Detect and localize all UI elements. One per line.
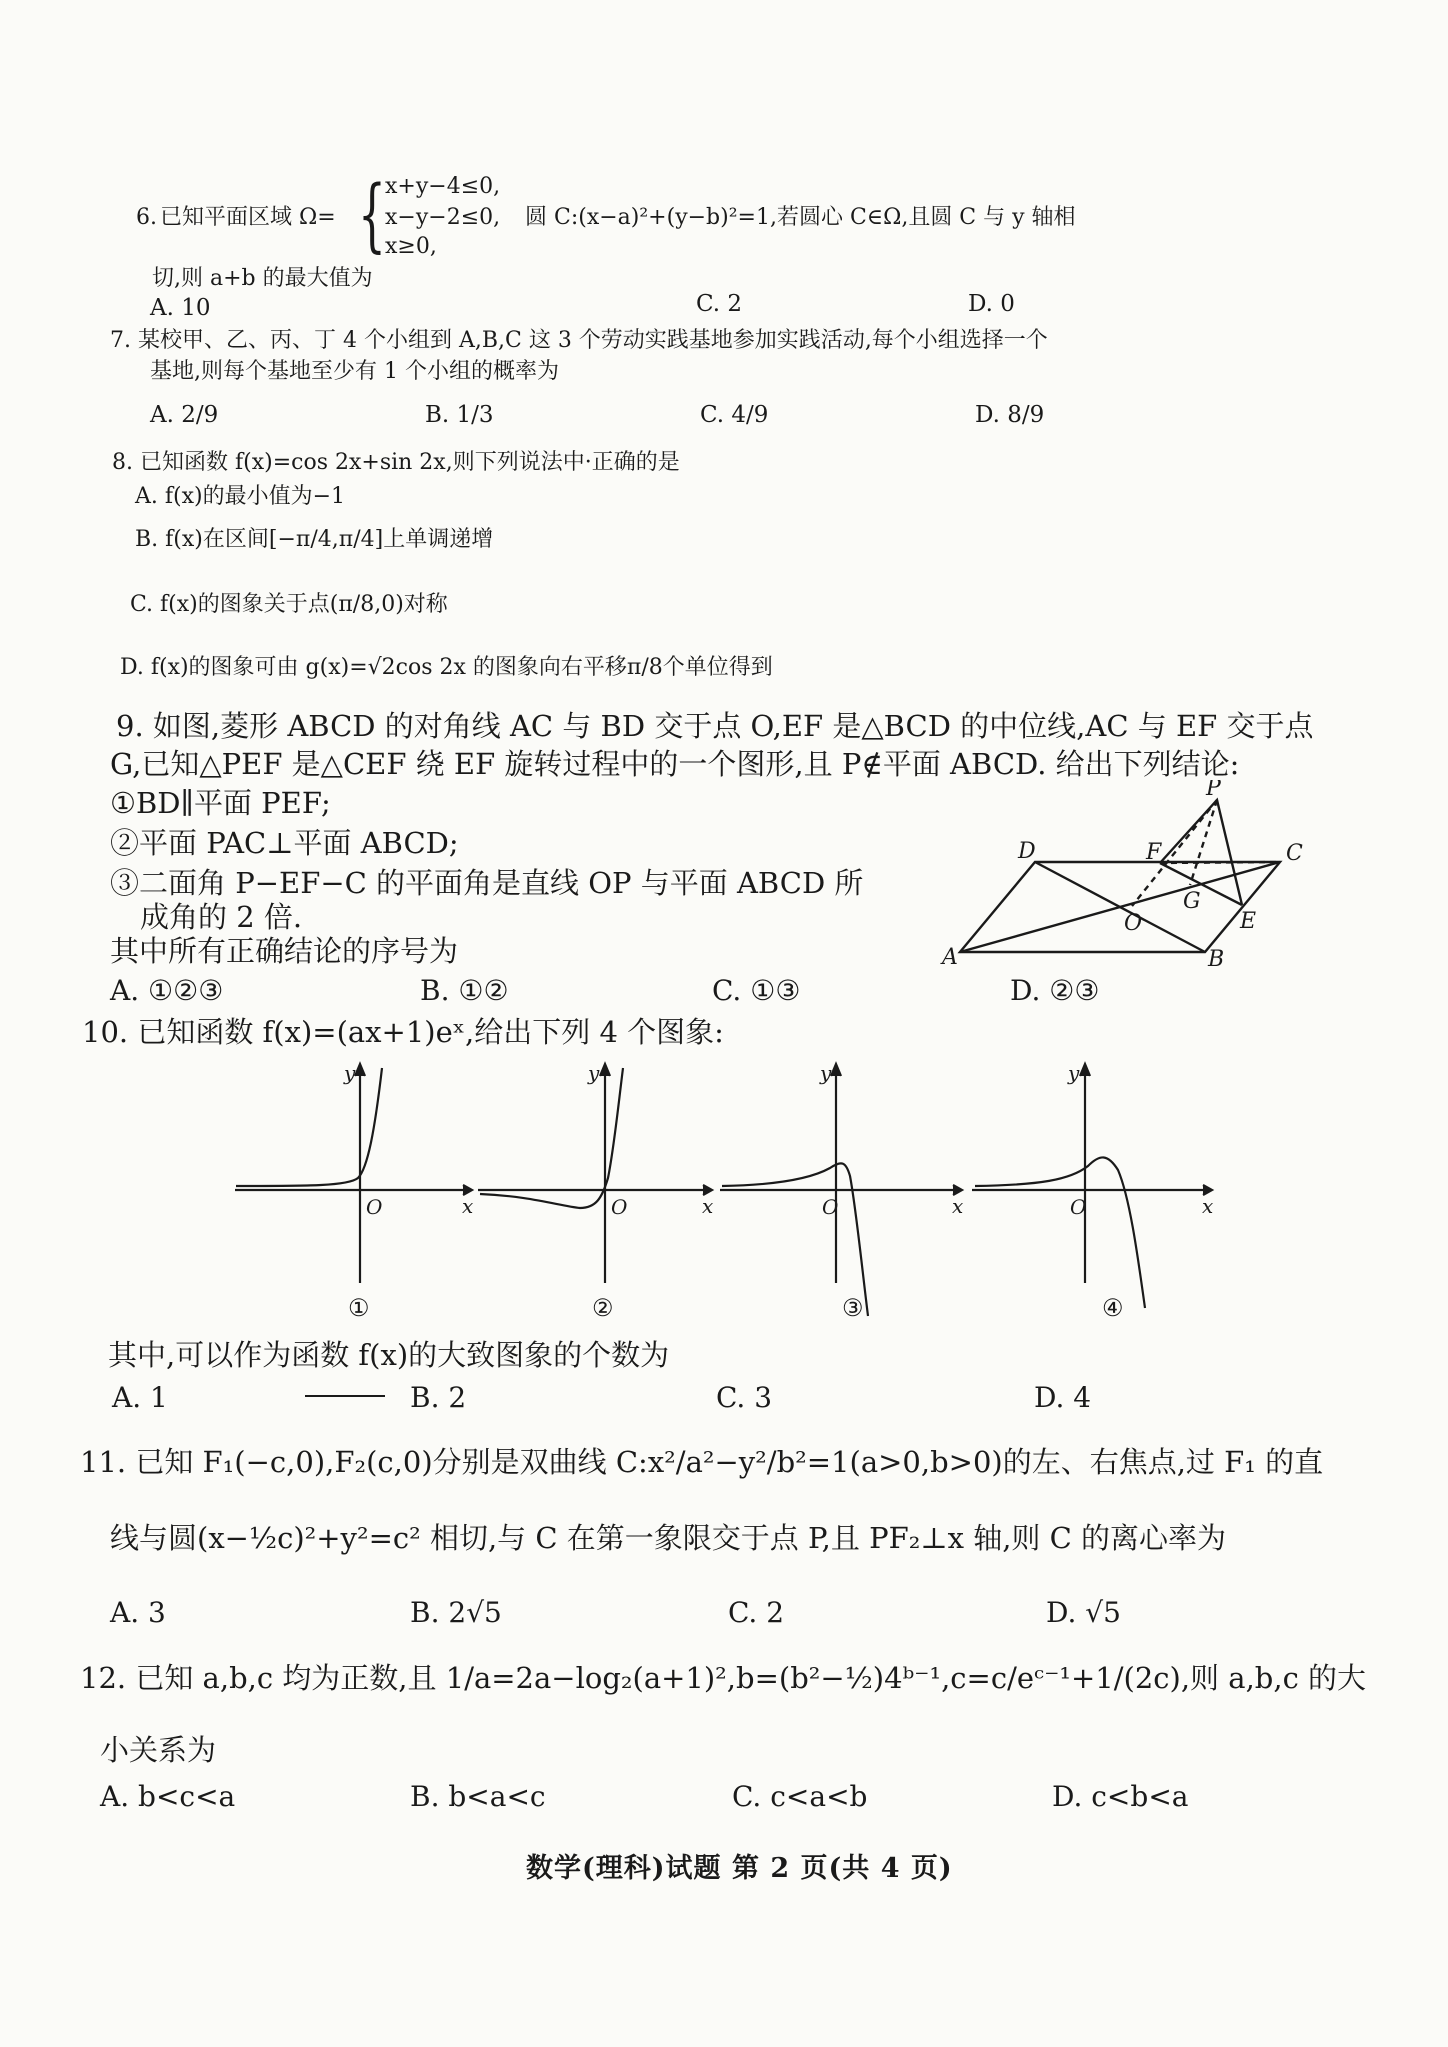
graph-3-y-label: y [820, 1061, 832, 1085]
q8-option-a: A. f(x)的最小值为−1 [135, 484, 346, 509]
q6-intro: 已知平面区域 Ω= [160, 205, 336, 230]
q11-option-a: A. 3 [110, 1596, 166, 1629]
q9-option-c: C. ①③ [712, 974, 801, 1007]
q7-line-2: 基地,则每个基地至少有 1 个小组的概率为 [150, 359, 559, 384]
midline-ef [1160, 863, 1242, 905]
stray-pen-mark [305, 1395, 385, 1397]
rhombus-figure [940, 780, 1310, 970]
label-o: O [1124, 911, 1143, 936]
q6-constraint-3: x≥0, [385, 234, 437, 259]
graph-1-caption: ① [348, 1294, 370, 1322]
graph-4-x-label: x [1202, 1194, 1214, 1218]
q10-stem: 10. 已知函数 f(x)=(ax+1)eˣ,给出下列 4 个图象: [82, 1015, 724, 1049]
q8-option-b: B. f(x)在区间[−π/4,π/4]上单调递增 [135, 527, 494, 552]
q6-brace: { [358, 168, 386, 261]
label-f: F [1146, 840, 1162, 865]
q6-number: 6. [136, 205, 157, 230]
label-g: G [1183, 889, 1201, 914]
q11-option-c: C. 2 [728, 1596, 785, 1629]
graph-3-x-label: x [952, 1194, 964, 1218]
q8-option-c: C. f(x)的图象关于点(π/8,0)对称 [130, 592, 448, 617]
q6-stem-continued: 圆 C:(x−a)²+(y−b)²=1,若圆心 C∈Ω,且圆 C 与 y 轴相 [525, 205, 1076, 230]
q12-option-a: A. b<c<a [100, 1780, 236, 1813]
q11-line-2: 线与圆(x−½c)²+y²=c² 相切,与 C 在第一象限交于点 P,且 PF₂⊥x 轴,则 C 的离心率为 [110, 1521, 1227, 1555]
graph-2-origin: O [611, 1195, 628, 1219]
graph-2 [478, 1064, 712, 1283]
graph-4 [972, 1064, 1212, 1308]
triangle-pef [1160, 800, 1242, 905]
q12-option-c: C. c<a<b [732, 1780, 868, 1813]
q9-line-1: 9. 如图,菱形 ABCD 的对角线 AC 与 BD 交于点 O,EF 是△BCD 的中位线,AC 与 EF 交于点 [116, 709, 1314, 743]
segment-pg [1190, 800, 1217, 885]
diagonal-bd [1035, 862, 1205, 952]
segment-po [1132, 800, 1217, 906]
graph-1 [235, 1064, 472, 1283]
q11-option-b: B. 2√5 [410, 1596, 502, 1629]
q7-line-1: 7. 某校甲、乙、丙、丁 4 个小组到 A,B,C 这 3 个劳动实践基地参加实践活动,每个小组选择一个 [110, 328, 1048, 353]
q10-option-b: B. 2 [410, 1381, 467, 1414]
q7-option-c: C. 4/9 [700, 402, 769, 428]
q10-option-a: A. 1 [112, 1381, 168, 1414]
q6-line-2: 切,则 a+b 的最大值为 [152, 266, 373, 291]
q10-option-d: D. 4 [1034, 1381, 1092, 1414]
q7-option-b: B. 1/3 [425, 402, 494, 428]
q8-option-d: D. f(x)的图象可由 g(x)=√2cos 2x 的图象向右平移π/8个单位得到 [120, 655, 773, 680]
q9-statement-3: ③二面角 P−EF−C 的平面角是直线 OP 与平面 ABCD 所 [110, 866, 864, 900]
q6-option-a: A. 10 [150, 295, 211, 321]
label-c: C [1286, 841, 1303, 866]
q9-ask: 其中所有正确结论的序号为 [110, 934, 459, 968]
label-d: D [1018, 839, 1036, 864]
label-p: P [1206, 780, 1221, 801]
q11-line-1: 11. 已知 F₁(−c,0),F₂(c,0)分别是双曲线 C:x²/a²−y²/b²=1(a>0,b>0)的左、右焦点,过 F₁ 的直 [80, 1445, 1324, 1479]
q10-option-c: C. 3 [716, 1381, 773, 1414]
q6-constraint-1: x+y−4≤0, [385, 174, 501, 199]
q9-option-d: D. ②③ [1010, 974, 1100, 1007]
graph-1-x-label: x [462, 1194, 474, 1218]
q9-statement-1: ①BD∥平面 PEF; [110, 786, 331, 820]
q9-option-b: B. ①② [420, 974, 509, 1007]
graph-2-x-label: x [702, 1194, 714, 1218]
graph-2-caption: ② [592, 1294, 614, 1322]
q9-option-a: A. ①②③ [110, 974, 224, 1007]
q10-graphs [230, 1058, 1230, 1328]
graph-4-caption: ④ [1102, 1294, 1124, 1322]
label-a: A [942, 945, 958, 970]
graph-4-y-label: y [1068, 1061, 1080, 1085]
graph-1-origin: O [366, 1195, 383, 1219]
q9-line-2: G,已知△PEF 是△CEF 绕 EF 旋转过程中的一个图形,且 P∉平面 ABCD. 给出下列结论: [110, 747, 1240, 781]
q6-option-c: C. 2 [696, 291, 743, 317]
q12-line-2: 小关系为 [100, 1733, 217, 1767]
q9-statement-2: ②平面 PAC⊥平面 ABCD; [110, 826, 459, 860]
q12-option-b: B. b<a<c [410, 1780, 546, 1813]
page-footer: 数学(理科)试题 第 2 页(共 4 页) [526, 1853, 953, 1884]
label-b: B [1208, 947, 1225, 970]
graph-1-y-label: y [344, 1061, 356, 1085]
label-e: E [1240, 909, 1257, 934]
q9-statement-3-cont: 成角的 2 倍. [140, 900, 303, 934]
q6-constraint-2: x−y−2≤0, [385, 205, 501, 230]
q7-option-d: D. 8/9 [975, 402, 1045, 428]
graph-3-origin: O [822, 1195, 839, 1219]
graph-3 [720, 1064, 962, 1316]
q7-option-a: A. 2/9 [150, 402, 219, 428]
q6-option-d: D. 0 [968, 291, 1015, 317]
q12-line-1: 12. 已知 a,b,c 均为正数,且 1/a=2a−log₂(a+1)²,b=(b²−½)4ᵇ⁻¹,c=c/eᶜ⁻¹+1/(2c),则 a,b,c 的大 [80, 1661, 1367, 1695]
graph-2-y-label: y [588, 1061, 600, 1085]
q10-ask: 其中,可以作为函数 f(x)的大致图象的个数为 [108, 1338, 670, 1372]
q12-option-d: D. c<b<a [1052, 1780, 1189, 1813]
graph-3-caption: ③ [842, 1294, 864, 1322]
q11-option-d: D. √5 [1046, 1596, 1121, 1629]
q8-stem: 8. 已知函数 f(x)=cos 2x+sin 2x,则下列说法中·正确的是 [112, 450, 680, 475]
graph-4-origin: O [1070, 1195, 1087, 1219]
